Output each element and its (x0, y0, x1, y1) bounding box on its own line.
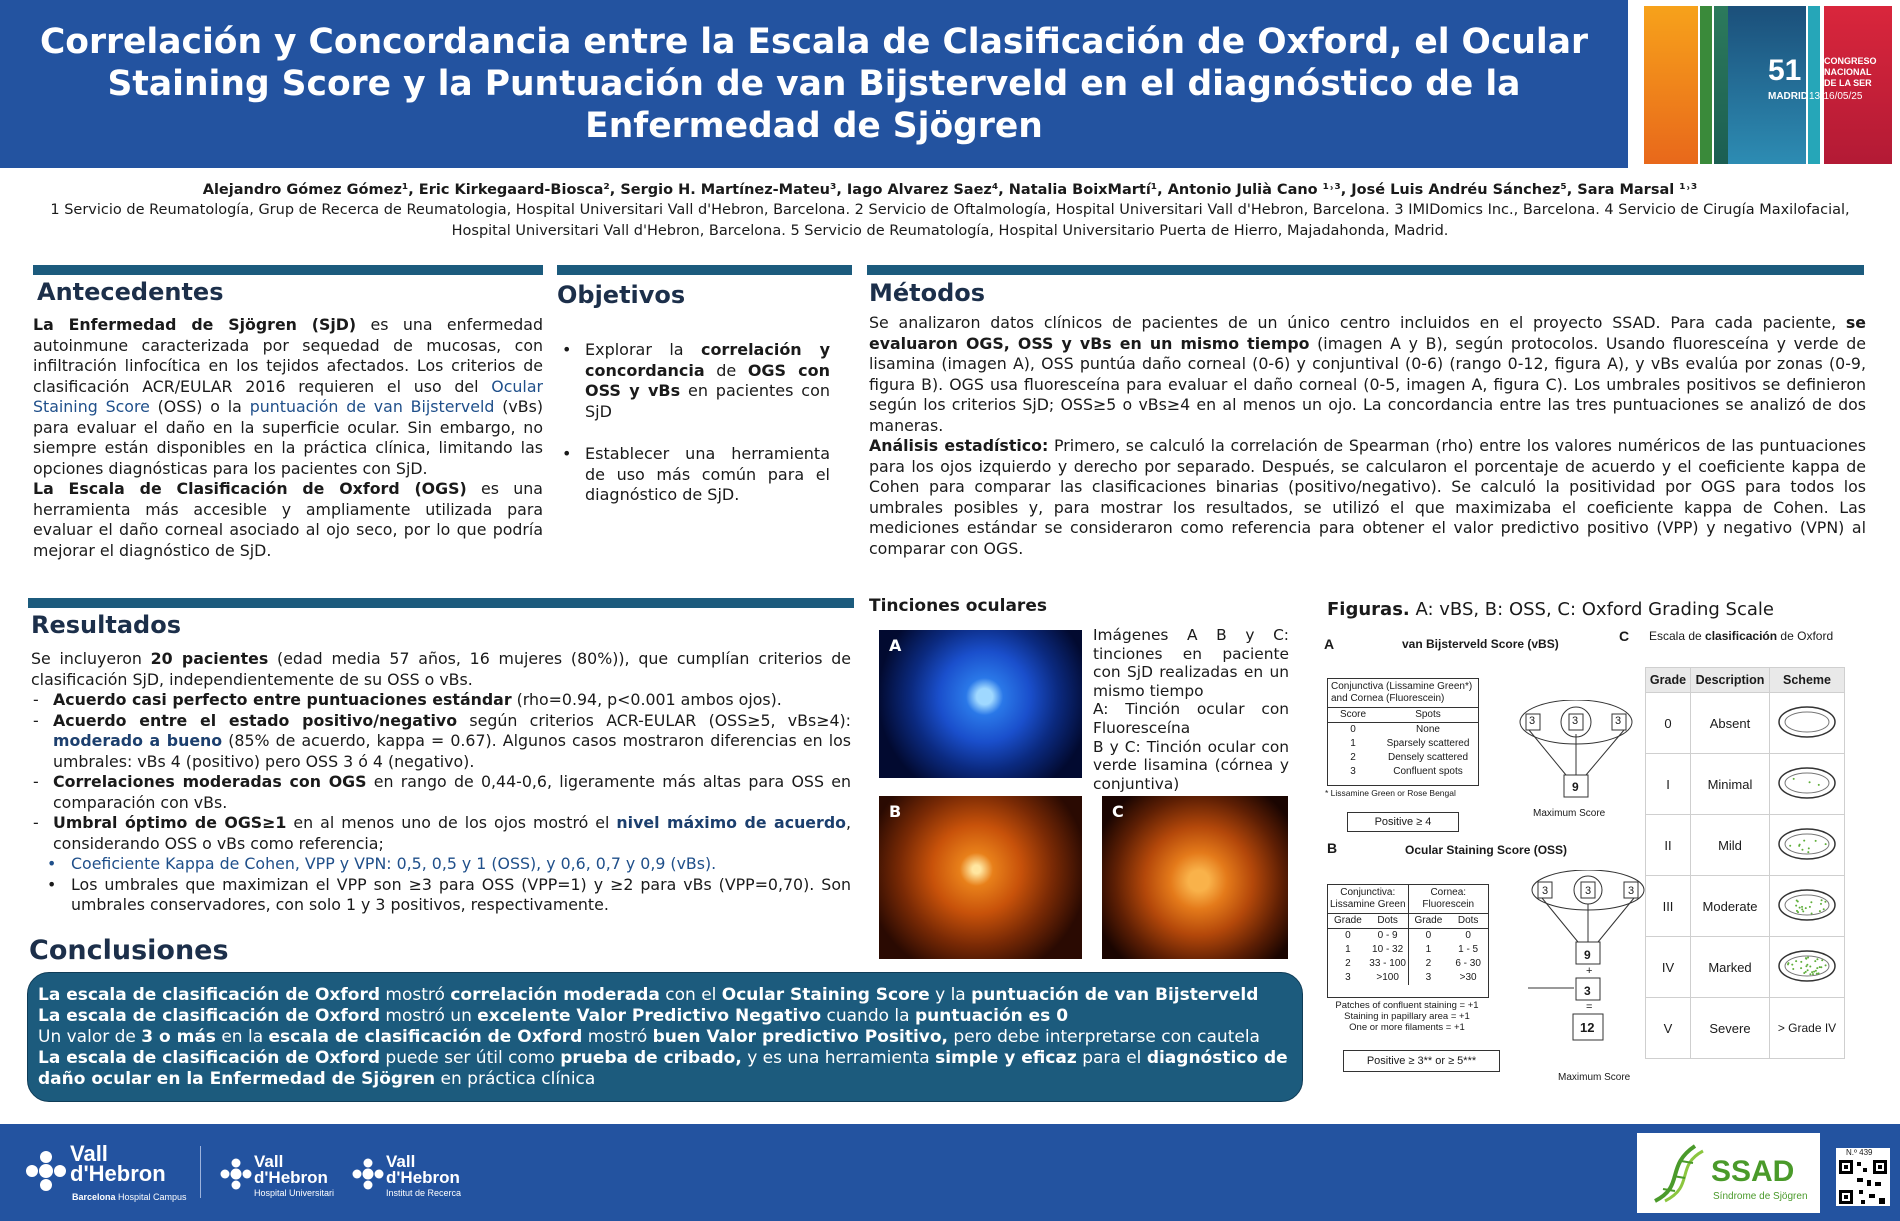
qr-code[interactable]: N.º 439 (1836, 1148, 1890, 1206)
table-row: 2 Densely scattered (1350, 752, 1469, 763)
conclusion-line: Un valor de 3 o más en la escala de clasificación de Oxford mostró buen Valor predictivo Positivo, pero debe interpretarse con cautela (38, 1027, 1260, 1047)
resultados-text: Se incluyeron 20 pacientes (edad media 57 años, 16 mujeres (80%)), que cumplían criterios de clasificación SjD, independientemente de su OSS o vBs. - Acuerdo casi perfecto entre puntuaciones estándar (rho=0.94, p<0.001 ambos ojos). - Acuerdo entre el estado positivo/negativo según criterios ACR-EULAR (OSS≥5, vBs≥4): moderado a bueno (85% de acuerdo, kappa = 0.67). Algunos casos mostraron diferencias en los umbrales: vBs 4 (positivo) pero OSS 3 ó 4 (negativo). - Correlaciones moderadas con OGS en rango de 0,44-0,6, ligeramente más altas para OSS en comparación con vBs. - Umbral óptimo de OGS≥1 en al menos uno de los ojos mostró el nivel máximo de acuerdo, considerando OSS o vBs como referencia; • Coeficiente Kappa de Cohen, VPP y VPN: 0,5, 0,5 y 1 (OSS), y 0,6, 0,7 y 0,9 (vBs). • Los umbrales que maximizan el VPP son ≥3 para OSS (VPP=1) y ≥2 para vBs (VPP=0,70). Son umbrales conservadores, con solo 1 y 3 positivos, respectivamente. (31, 649, 852, 914)
conclusiones-title: Conclusiones (29, 935, 229, 966)
oss-note: Staining in papillary area = +1 (1344, 1011, 1470, 1022)
congress-number: 51 (1768, 54, 1802, 87)
vall-hebron-cross-icon (352, 1158, 384, 1194)
list-item: • Coeficiente Kappa de Cohen, VPP y VPN: 0,5, 0,5 y 1 (OSS), y 0,6, 0,7 y 0,9 (vBs). (47, 854, 717, 873)
table-row: I Minimal (1646, 754, 1845, 815)
list-item: • Explorar la correlación y concordancia de OGS con OSS y vBs en pacientes con SjD (562, 340, 831, 421)
metodos-bar (867, 265, 1864, 275)
vall-hebron-research-logo: Vall d'Hebron (386, 1152, 460, 1187)
antecedentes-text: La Enfermedad de Sjögren (SjD) es una enfermedad autoinmune caracterizada por sequedad de mucosas, con infiltración linfocítica en los tejidos afectados. Los criterios de clasificación ACR/EULAR 2016 requieren el uso del Ocular Staining Score (OSS) o la puntuación de van Bijsterveld (vBs) para evaluar el daño en la superficie ocular. Sin embargo, no siempre están disponibles en la práctica clínica, limitando las opciones diagnósticas para los pacientes con SjD. La Escala de Clasificación de Oxford (OGS) es una herramienta más accesible y ampliamente utilizada para evaluar el daño corneal asociado al ojo seco, por lo que podría mejorar el diagnóstico de SjD. (33, 315, 544, 560)
congress-city: MADRID (1768, 91, 1808, 102)
poster-title: Correlación y Concordancia entre la Escala de Clasificación de Oxford, el Ocular Staining Score y la Puntuación de van Bijsterveld en el diagnóstico de la Enfermedad de Sjögren (39, 22, 1589, 146)
figuras-title: Figuras. A: vBS, B: OSS, C: Oxford Grading Scale (1327, 599, 1774, 620)
table-row: 0 0 - 9 0 0 (1345, 930, 1471, 941)
list-item: - Acuerdo casi perfecto entre puntuaciones estándar (rho=0.94, p<0.001 ambos ojos). (33, 690, 782, 709)
congress-logo (1628, 0, 1900, 168)
list-item: - Correlaciones moderadas con OGS en rango de 0,44-0,6, ligeramente más altas para OSS en comparación con vBs. (33, 772, 851, 812)
table-row: V Severe > Grade IV (1646, 998, 1845, 1059)
list-item: • Los umbrales que maximizan el VPP son ≥3 para OSS (VPP=1) y ≥2 para vBs (VPP=0,70). Son umbrales conservadores, con solo 1 y 3 positivos, respectivamente. (47, 874, 851, 914)
oss-note: One or more filaments = +1 (1349, 1022, 1465, 1033)
conclusion-line: La escala de clasificación de Oxford mostró un excelente Valor Predictivo Negativo cuando la puntuación es 0 (38, 1006, 1069, 1026)
eye-photo-c: C (1102, 796, 1288, 959)
cornea-scheme-icon (1776, 885, 1838, 925)
objetivos-title: Objetivos (557, 281, 686, 309)
vall-hebron-cross-icon (220, 1158, 252, 1194)
table-row: II Mild (1646, 815, 1845, 876)
metodos-title: Métodos (869, 279, 986, 307)
vall-hebron-campus-logo: Vall d'Hebron (70, 1141, 166, 1186)
dna-icon (1645, 1141, 1705, 1205)
list-item: - Umbral óptimo de OGS≥1 en al menos uno de los ojos mostró el nivel máximo de acuerdo, considerando OSS o vBs como referencia; (33, 813, 852, 853)
oss-note: Patches of confluent staining = +1 (1335, 1000, 1479, 1011)
metodos-text: Se analizaron datos clínicos de pacientes de un único centro incluidos en el proyecto SSAD. Para cada paciente, se evaluaron OGS, OSS y vBs en un mismo tiempo (imagen A y B), según protocolos. Usando fluoresceína y verde de lisamina (imagen A), OSS puntúa daño corneal (0-6) y conjuntival (0-6) (rango 0-12, figura A), y vBs evalúa por zonas (0-9, figura B). OGS usa fluoresceína para evaluar el daño corneal (0-5, imagen A, figura C). Los umbrales positivos se definieron según los criterios SjD; OSS≥5 o vBs≥4 en al menos un ojo. La concordancia entre las tres puntuaciones se analizó de dos maneras. Análisis estadístico: Primero, se calculó la correlación de Spearman (rho) entre los valores numéricos de las puntuaciones para los ojos izquierdo y derecho por separado. Después, se calcularon el porcentaje de acuerdo y el coeficiente kappa de Cohen para comparar las clasificaciones binarias (positivo/negativo). Se calculó la positividad por OGS para todos los umbrales posibles y, para mostrar los resultados, se utilizó el que maximizaba el coeficiente kappa de Cohen. Las mediciones estándar se consideraron como referencia para obtener el valor predictivo positivo (VPP) y negativo (VPN) al comparar con OGS. (869, 313, 1867, 558)
cornea-scheme-icon (1776, 702, 1838, 742)
tinciones-title: Tinciones oculares (869, 596, 1047, 616)
list-item: - Acuerdo entre el estado positivo/negativo según criterios ACR-EULAR (OSS≥5, vBs≥4): moderado a bueno (85% de acuerdo, kappa = 0.67). Algunos casos mostraron diferencias en los umbrales: vBs 4 (positivo) pero OSS 3 ó 4 (negativo). (33, 710, 851, 771)
resultados-bar (28, 598, 854, 608)
table-row: 1 10 - 32 1 1 - 5 (1345, 944, 1479, 955)
header-banner (0, 0, 1628, 168)
table-row: IV Marked (1646, 937, 1845, 998)
cornea-scheme-icon (1776, 946, 1838, 986)
table-row: 1 Sparsely scattered (1350, 738, 1470, 749)
conclusion-line: La escala de clasificación de Oxford puede ser útil como prueba de cribado, y es una herramienta simple y eficaz para el diagnóstico de daño ocular en la Enfermedad de Sjögren en práctica clínica (38, 1048, 1288, 1089)
list-item: • Establecer una herramienta de uso más común para el diagnóstico de SjD. (562, 444, 830, 504)
table-row: III Moderate (1646, 876, 1845, 937)
conclusion-line: La escala de clasificación de Oxford mostró correlación moderada con el Ocular Staining Score y la puntuación de van Bijsterveld (38, 985, 1259, 1005)
objetivos-bar (557, 265, 852, 275)
figure-b-oss: B Ocular Staining Score (OSS) Conjunctiva: Lissamine Green Cornea: Fluorescein Grade Dots Grade Dots 0 0 - 9 0 0 1 10 - 32 1 1 - 5 2 33 - 100 2 6 - 30 3 >100 3 >30 Patches of confluent staining = +1 Staining in papillary area = +1 One or more filaments = +1 Positive ≥ 3** or ≥ 5*** 3 3 3 9 + 3 = 12 Maximum Score (1322, 840, 1652, 1090)
table-row: 2 33 - 100 2 6 - 30 (1345, 958, 1481, 969)
logo-sub: Barcelona Hospital Campus (72, 1192, 187, 1202)
cornea-scheme-icon (1776, 763, 1838, 803)
conclusiones-box (27, 972, 1303, 1102)
authors: Alejandro Gómez Gómez¹, Eric Kirkegaard-Biosca², Sergio H. Martínez-Mateu³, Iago Alvarez Saez⁴, Natalia BoixMartí¹, Antonio Julià Cano ¹˒³, José Luis Andréu Sánchez⁵, Sara Marsal ¹˒³ (202, 182, 1698, 198)
objetivos-list (560, 340, 830, 528)
vall-hebron-hospital-logo: Vall d'Hebron (254, 1152, 328, 1187)
figure-c-oxford: C Escala de clasificación de Oxford Grade Description Scheme 0 Absent I Minimal II Mild III Moderate IV Marked V Severe > Grade IV (1618, 625, 1858, 1045)
ssad-logo: SSAD Síndrome de Sjögren (1637, 1133, 1820, 1213)
oxford-grading-table: Grade Description Scheme 0 Absent I Minimal II Mild III Moderate IV Marked V Severe > Grade IV (1645, 667, 1845, 1059)
cornea-scheme-icon (1776, 824, 1838, 864)
antecedentes-title: Antecedentes (37, 278, 224, 306)
footer-bar: Vall d'Hebron Barcelona Hospital Campus Vall d'Hebron Hospital Universitari Vall d'Hebron Institut de Recerca (0, 1124, 1900, 1221)
tinciones-caption: Imágenes A B y C: tinciones en paciente con SjD realizadas en un mismo tiempo A: Tinción ocular con Fluoresceína B y C: Tinción ocular con verde lisamina (córnea y conjuntiva) (1093, 626, 1289, 793)
congress-dates: 13-16/05/25 (1809, 91, 1863, 102)
figure-a-vbs: A van Bijsterveld Score (vBS) Conjunctiva (Lissamine Green*) and Cornea (Fluorescein) Score Spots 0 None 1 Sparsely scattered 2 Densely scattered 3 Confluent spots * Lissamine Green or Rose Bengal Positive ≥ 4 3 3 3 9 Maximum Score (1322, 630, 1652, 840)
table-row: 3 Confluent spots (1350, 766, 1463, 777)
eye-photo-b: B (879, 796, 1082, 959)
affiliations: 1 Servicio de Reumatología, Grup de Recerca de Reumatologia, Hospital Universitari Vall d'Hebron, Barcelona. 2 Servicio de Oftalmología, Hospital Universitari Vall d'Hebron, Barcelona. 3 IMIDomics Inc., Barcelona. 4 Servicio de Cirugía Maxilofacial, Hospital Universitari Vall d'Hebron, Barcelona. 5 Servicio de Reumatología, Hospital Universitario Puerta de Hierro, Majadahonda, Madrid. (50, 202, 1850, 239)
resultados-title: Resultados (31, 611, 181, 639)
congress-text: CONGRESO NACIONAL DE LA SER (1824, 56, 1877, 88)
table-row: 3 >100 3 >30 (1345, 972, 1477, 983)
vall-hebron-cross-icon (25, 1150, 67, 1196)
table-row: 0 Absent (1646, 693, 1845, 754)
eye-photo-a: A (879, 630, 1082, 778)
table-row: 0 None (1350, 724, 1440, 735)
antecedentes-bar (33, 265, 543, 275)
